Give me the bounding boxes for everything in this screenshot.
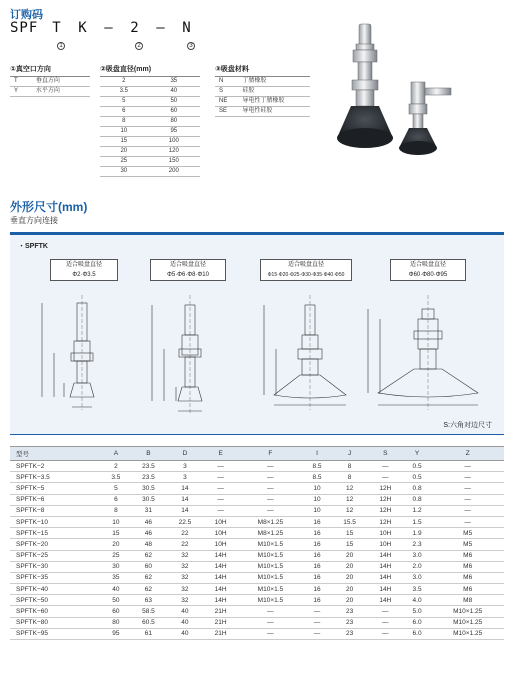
table-row (10, 572, 504, 583)
table-cell: — (431, 483, 504, 494)
table-row (10, 505, 504, 516)
table-cell: 62 (130, 572, 167, 583)
table-cell: 32 (167, 595, 204, 606)
table-cell: 8.5 (303, 472, 332, 483)
table-cell: 20 (331, 595, 368, 606)
table-cell: 15 (100, 137, 148, 147)
table-cell: 20 (331, 572, 368, 583)
table-cell: M8×1.25 (238, 516, 303, 527)
table-cell: 22 (167, 539, 204, 550)
table-cell: SPFTK−3.5 (10, 472, 102, 483)
table-cell: 14 (167, 483, 204, 494)
order-code (10, 20, 200, 36)
technical-drawings (10, 235, 504, 438)
table-cell: 14H (203, 561, 238, 572)
table-cell: SPFTK−30 (10, 561, 102, 572)
table-cell: 0.8 (403, 494, 432, 505)
table-cell: 20 (102, 539, 131, 550)
table-row (215, 87, 310, 97)
table-cell: SPFTK−2 (10, 461, 102, 472)
table-row (100, 127, 200, 137)
table-cell: 8 (331, 461, 368, 472)
table-cell: 62 (130, 584, 167, 595)
marker-3: 3 (187, 42, 195, 50)
table-cell: 48 (130, 539, 167, 550)
table-cell: — (238, 505, 303, 516)
table-cell: 0.8 (403, 483, 432, 494)
table-cell: 10H (368, 528, 403, 539)
drawing-panel (10, 232, 504, 435)
table-cell: 12 (331, 494, 368, 505)
table-row (10, 461, 504, 472)
table-cell: — (238, 606, 303, 617)
table-cell: 5 (100, 97, 148, 107)
size-group-1: 适合吸盘直径 Φ2·Φ3.5 (50, 259, 118, 281)
table-cell: 10 (303, 483, 332, 494)
table-cell: 23.5 (130, 461, 167, 472)
table-cell: — (238, 617, 303, 628)
table-cell: 16 (303, 595, 332, 606)
table-cell: 21H (203, 606, 238, 617)
table-cell: 20 (331, 561, 368, 572)
code-part-material: N (182, 20, 192, 36)
table-row (100, 107, 200, 117)
diameter-heading: ②吸盘直径(mm) (100, 66, 152, 73)
table-row (100, 137, 200, 147)
column-header: S (368, 447, 403, 461)
table-cell: 2 (100, 77, 148, 87)
table-cell: — (203, 494, 238, 505)
table-cell: SPFTK−6 (10, 494, 102, 505)
table-cell: — (303, 617, 332, 628)
column-header: D (167, 447, 204, 461)
table-row: Y 水平方向 (10, 87, 90, 97)
code-part-dash: – (156, 20, 166, 36)
table-cell: 10H (203, 539, 238, 550)
table-cell: 16 (303, 584, 332, 595)
table-cell: — (238, 494, 303, 505)
column-header: B (130, 447, 167, 461)
table-cell: M10×1.25 (431, 628, 504, 639)
table-cell: 14 (167, 505, 204, 516)
table-cell: M10×1.5 (238, 561, 303, 572)
table-cell: 58.5 (130, 606, 167, 617)
column-header: I (303, 447, 332, 461)
table-cell: SPFTK−20 (10, 539, 102, 550)
table-cell: SPFTK−15 (10, 528, 102, 539)
table-cell: 14H (203, 584, 238, 595)
table-cell: — (238, 472, 303, 483)
table-row (10, 628, 504, 639)
table-cell: 40 (167, 628, 204, 639)
table-cell: 32 (167, 572, 204, 583)
series-label: ・SPFTK (18, 243, 48, 250)
table-cell: 150 (148, 157, 200, 167)
table-cell: 22.5 (167, 516, 204, 527)
table-cell: SPFTK−80 (10, 617, 102, 628)
table-cell: — (431, 516, 504, 527)
table-cell: 14 (167, 494, 204, 505)
table-cell: 8 (100, 117, 148, 127)
product-photo (325, 20, 505, 165)
table-cell: 2 (102, 461, 131, 472)
table-row (100, 87, 200, 97)
hex-note: S:六角对边尺寸 (443, 422, 492, 429)
table-cell: 15 (102, 528, 131, 539)
table-cell: 35 (148, 77, 200, 87)
table-cell: 23 (331, 628, 368, 639)
size-group-2: 适合吸盘直径 Φ5·Φ6·Φ8·Φ10 (150, 259, 226, 281)
table-cell: 100 (148, 137, 200, 147)
table-cell: 30.5 (130, 483, 167, 494)
table-cell: — (203, 483, 238, 494)
table-cell: 10H (203, 528, 238, 539)
table-cell: — (203, 472, 238, 483)
table-cell: 8 (102, 505, 131, 516)
table-cell: 60 (102, 606, 131, 617)
table-cell: M8 (431, 595, 504, 606)
code-part-dash: – (104, 20, 114, 36)
table-cell: M5 (431, 528, 504, 539)
table-cell: 14H (368, 595, 403, 606)
marker-2: 2 (135, 42, 143, 50)
table-cell: 80 (102, 617, 131, 628)
table-cell: 1.9 (403, 528, 432, 539)
table-cell: 62 (130, 550, 167, 561)
table-cell: M10×1.25 (431, 617, 504, 628)
table-cell: SPFTK−35 (10, 572, 102, 583)
table-row (100, 117, 200, 127)
table-cell: 10H (203, 516, 238, 527)
table-cell: 40 (102, 584, 131, 595)
table-cell: 16 (303, 528, 332, 539)
table-cell: 95 (148, 127, 200, 137)
table-row (10, 516, 504, 527)
table-cell: 21H (203, 617, 238, 628)
table-row (215, 97, 310, 107)
table-cell: 6.0 (403, 628, 432, 639)
table-row (10, 595, 504, 606)
table-cell: 3 (167, 472, 204, 483)
drawing-4 (368, 295, 478, 410)
table-cell: SPFTK−10 (10, 516, 102, 527)
table-row (10, 472, 504, 483)
table-cell: 25 (100, 157, 148, 167)
table-cell: — (431, 472, 504, 483)
table-cell: 32 (167, 561, 204, 572)
table-cell: SPFTK−8 (10, 505, 102, 516)
table-cell: 丁腈橡胶 (238, 77, 310, 87)
table-row (10, 494, 504, 505)
table-cell: 31 (130, 505, 167, 516)
table-cell: 12 (331, 483, 368, 494)
table-cell: M10×1.5 (238, 539, 303, 550)
column-header: Z (431, 447, 504, 461)
marker-1: 1 (57, 42, 65, 50)
table-cell: 10 (102, 516, 131, 527)
table-cell: 14H (368, 561, 403, 572)
table-cell: 14H (203, 550, 238, 561)
direction-heading: ①真空口方向 (10, 66, 51, 73)
table-cell: 2.0 (403, 561, 432, 572)
table-cell: — (368, 617, 403, 628)
table-cell: 23 (331, 617, 368, 628)
table-cell: 15 (331, 528, 368, 539)
table-cell: M6 (431, 572, 504, 583)
diameter-table (100, 76, 200, 177)
table-cell: — (368, 461, 403, 472)
table-cell: 16 (303, 572, 332, 583)
table-cell: 导电性丁腈橡胶 (238, 97, 310, 107)
table-row (10, 584, 504, 595)
table-row (10, 550, 504, 561)
column-header: J (331, 447, 368, 461)
table-cell: 20 (331, 584, 368, 595)
table-cell: 120 (148, 147, 200, 157)
spec-table (10, 446, 504, 640)
column-header: E (203, 447, 238, 461)
table-cell: 25 (102, 550, 131, 561)
table-row: T 垂直方向 (10, 77, 90, 87)
table-cell: 46 (130, 516, 167, 527)
table-cell: 3.5 (102, 472, 131, 483)
table-cell: 12 (331, 505, 368, 516)
table-cell: SE (215, 107, 238, 117)
table-cell: M6 (431, 561, 504, 572)
table-cell: — (303, 628, 332, 639)
table-cell: — (238, 461, 303, 472)
table-cell: 12H (368, 483, 403, 494)
table-cell: 12H (368, 494, 403, 505)
table-cell: 30.5 (130, 494, 167, 505)
table-cell: — (431, 505, 504, 516)
drawing-3 (264, 295, 346, 410)
table-cell: 20 (100, 147, 148, 157)
table-cell: 23 (331, 606, 368, 617)
table-cell: — (238, 483, 303, 494)
table-cell: 30 (102, 561, 131, 572)
table-cell: 12H (368, 516, 403, 527)
table-cell: 16 (303, 516, 332, 527)
table-cell: — (368, 606, 403, 617)
table-cell: 30 (100, 167, 148, 177)
column-header: Y (403, 447, 432, 461)
table-cell: M10×1.5 (238, 572, 303, 583)
table-cell: 0.5 (403, 472, 432, 483)
table-cell: 14H (368, 572, 403, 583)
table-cell: 46 (130, 528, 167, 539)
drawing-1 (42, 295, 94, 410)
table-cell: 35 (102, 572, 131, 583)
table-cell: SPFTK−5 (10, 483, 102, 494)
table-cell: M6 (431, 550, 504, 561)
table-row (215, 77, 310, 87)
table-cell: 0.5 (403, 461, 432, 472)
table-cell: 3.5 (403, 584, 432, 595)
table-cell: 8.5 (303, 461, 332, 472)
table-cell: 1.5 (403, 516, 432, 527)
size-group-3: 适合吸盘直径 Φ15·Φ20·Φ25·Φ30·Φ35·Φ40·Φ50 (260, 259, 352, 281)
table-cell: 16 (303, 561, 332, 572)
outline-title: 外形尺寸(mm) (10, 200, 88, 214)
outline-subtitle: 垂直方向连接 (10, 216, 58, 225)
table-cell: N (215, 77, 238, 87)
table-cell: 21H (203, 628, 238, 639)
table-cell: NE (215, 97, 238, 107)
table-cell: 硅胶 (238, 87, 310, 97)
table-cell: 14H (203, 595, 238, 606)
table-cell: 16 (303, 550, 332, 561)
table-cell: 3.5 (100, 87, 148, 97)
code-part-diameter: 2 (130, 20, 140, 36)
table-cell: 14H (368, 550, 403, 561)
table-row (10, 528, 504, 539)
table-cell: — (203, 505, 238, 516)
table-cell: 32 (167, 584, 204, 595)
code-part-direction: T (52, 20, 62, 36)
column-header: A (102, 447, 131, 461)
table-cell: 50 (148, 97, 200, 107)
table-cell: 40 (167, 617, 204, 628)
table-cell: 10 (100, 127, 148, 137)
table-cell: — (238, 628, 303, 639)
table-cell: M5 (431, 539, 504, 550)
table-cell: 23.5 (130, 472, 167, 483)
table-cell: 60.5 (130, 617, 167, 628)
size-group-4: 适合吸盘直径 Φ60·Φ80·Φ95 (390, 259, 466, 281)
table-cell: 10 (303, 494, 332, 505)
material-table (215, 76, 310, 117)
table-cell: SPFTK−40 (10, 584, 102, 595)
table-row (10, 483, 504, 494)
table-cell: 8 (331, 472, 368, 483)
column-header: F (238, 447, 303, 461)
table-cell: 50 (102, 595, 131, 606)
table-row (10, 606, 504, 617)
table-cell: SPFTK−50 (10, 595, 102, 606)
table-cell: 20 (331, 550, 368, 561)
table-cell: — (368, 628, 403, 639)
table-cell: SPFTK−25 (10, 550, 102, 561)
table-cell: 6.0 (403, 617, 432, 628)
table-cell: 60 (148, 107, 200, 117)
table-cell: — (303, 606, 332, 617)
table-row (100, 97, 200, 107)
table-row (100, 77, 200, 87)
table-cell: M10×1.5 (238, 595, 303, 606)
table-cell: 14H (203, 572, 238, 583)
table-cell: 200 (148, 167, 200, 177)
table-cell: — (431, 494, 504, 505)
table-cell: 5.0 (403, 606, 432, 617)
table-row (215, 107, 310, 117)
table-cell: — (431, 461, 504, 472)
table-cell: M8×1.25 (238, 528, 303, 539)
table-row (10, 617, 504, 628)
table-cell: S (215, 87, 238, 97)
table-row (100, 157, 200, 167)
table-row (10, 539, 504, 550)
table-row (100, 147, 200, 157)
table-cell: 导电性硅胶 (238, 107, 310, 117)
table-cell: SPFTK−60 (10, 606, 102, 617)
table-cell: 1.2 (403, 505, 432, 516)
table-cell: 32 (167, 550, 204, 561)
table-cell: 10H (368, 539, 403, 550)
table-cell: 95 (102, 628, 131, 639)
table-cell: 5 (102, 483, 131, 494)
table-cell: 15.5 (331, 516, 368, 527)
order-code-title: 订购码 (10, 9, 43, 21)
table-cell: M10×1.25 (431, 606, 504, 617)
column-header: 型号 (10, 447, 102, 461)
table-cell: 40 (148, 87, 200, 97)
table-cell: M10×1.5 (238, 550, 303, 561)
table-cell: 63 (130, 595, 167, 606)
table-cell: 22 (167, 528, 204, 539)
table-cell: 80 (148, 117, 200, 127)
table-cell: 2.3 (403, 539, 432, 550)
table-cell: 14H (368, 584, 403, 595)
table-cell: M10×1.5 (238, 584, 303, 595)
table-cell: 40 (167, 606, 204, 617)
table-cell: 4.0 (403, 595, 432, 606)
table-cell: 3.0 (403, 572, 432, 583)
table-cell: 3.0 (403, 550, 432, 561)
table-cell: 3 (167, 461, 204, 472)
table-cell: 6 (100, 107, 148, 117)
table-cell: 10 (303, 505, 332, 516)
table-cell: 60 (130, 561, 167, 572)
table-cell: 12H (368, 505, 403, 516)
code-part-prefix: SPF (10, 20, 39, 36)
table-cell: M6 (431, 584, 504, 595)
table-cell: — (203, 461, 238, 472)
table-cell: 15 (331, 539, 368, 550)
table-cell: 16 (303, 539, 332, 550)
table-cell: — (368, 472, 403, 483)
table-cell: 61 (130, 628, 167, 639)
table-cell: 6 (102, 494, 131, 505)
table-cell: SPFTK−95 (10, 628, 102, 639)
direction-table (10, 76, 90, 97)
table-row (10, 561, 504, 572)
table-row (100, 167, 200, 177)
drawing-2 (152, 295, 202, 415)
spec-header-row (10, 447, 504, 461)
material-heading: ③吸盘材料 (215, 66, 249, 73)
code-part-series: K (78, 20, 88, 36)
